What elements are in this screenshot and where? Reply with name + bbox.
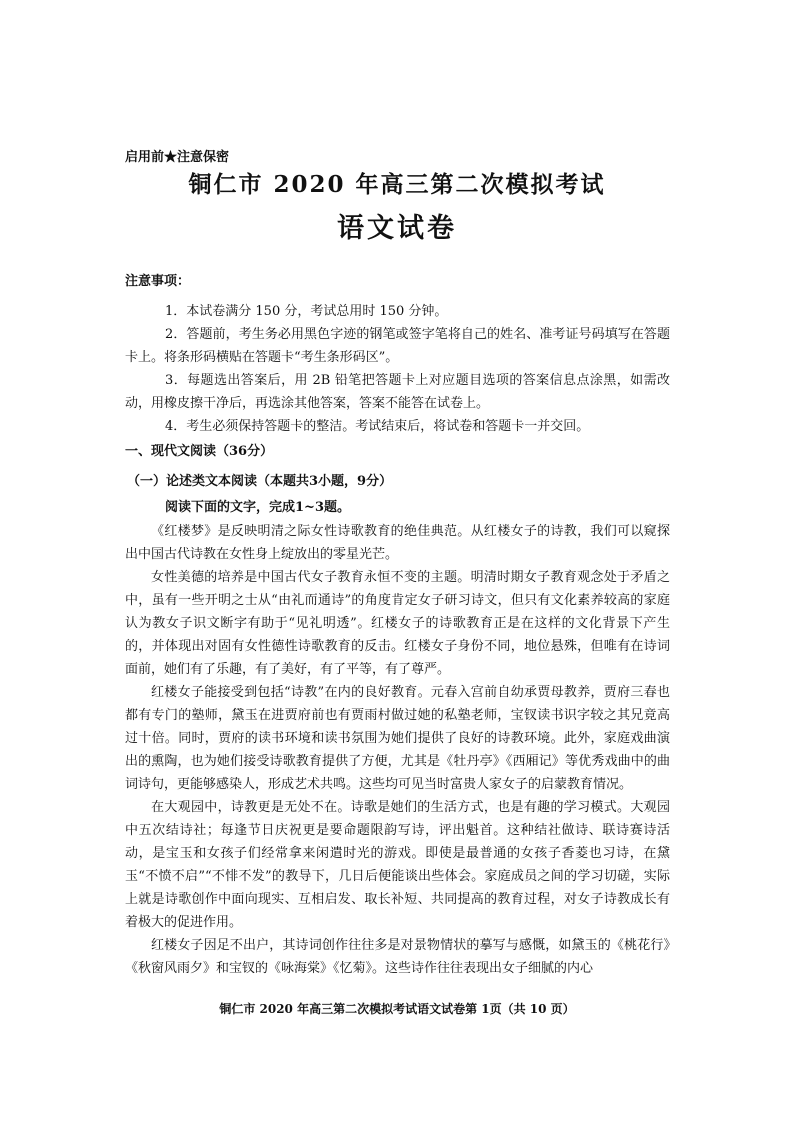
- note-item: 3．每题选出答案后，用 2B 铅笔把答题卡上对应题目选项的答案信息点涂黑，如需改动，用橡皮擦干净后，再选涂其他答案，答案不能答在试卷上。: [125, 373, 670, 411]
- subsection-heading: （一）论述类文本阅读（本题共3小题，9分）: [127, 474, 393, 489]
- passage-paragraph: 《红楼梦》是反映明清之际女性诗歌教育的绝佳典范。从红楼女子的诗教，我们可以窥探出中国古代诗教在女性身上绽放出的零星光芒。: [125, 524, 670, 562]
- notes-heading: 注意事项：: [125, 274, 191, 289]
- confidential-label: 启用前★注意保密: [125, 150, 230, 165]
- exam-title: 铜仁市 2020 年高三第二次模拟考试: [188, 171, 606, 198]
- passage-paragraph: 女性美德的培养是中国古代女子教育永恒不变的主题。明清时期女子教育观念处于矛盾之中，虽有一些开明之士从“由礼而通诗”的角度肯定女子研习诗文，但只有文化素养较高的家庭认为教女子识文断字有助于“见礼明透”。红楼女子的诗歌教育正是在这样的文化背景下产生的，并体现出对固有女性德性诗歌教育的反击。红楼女子身份不同，地位悬殊，但唯有在诗词面前，她们有了乐趣，有了美好，有了平等，有了尊严。: [125, 570, 670, 677]
- notes-list: [125, 300, 670, 438]
- reading-instruction: 阅读下面的文字，完成1~3题。: [165, 500, 350, 515]
- note-item: 2．答题前，考生务必用黑色字迹的钢笔或签字笔将自己的姓名、准考证号码填写在答题卡上。将条形码横贴在答题卡“考生条形码区”。: [125, 327, 670, 365]
- passage-paragraph: 红楼女子能接受到包括“诗教”在内的良好教育。元春入宫前自幼承贾母教养，贾府三春也都有专门的塾师，黛玉在进贾府前也有贾雨村做过她的私塾老师，宝钗读书识字较之其兄竟高过十倍。同时，贾府的读书环境和读书氛围为她们提供了良好的诗教环境。此外，家庭戏曲演出的熏陶，也为她们接受诗歌教育提供了方便，尤其是《牡丹亭》《西厢记》等优秀戏曲中的曲词诗句，更能够感染人，形成艺术共鸣。这些均可见当时富贵人家女子的启蒙教育情况。: [125, 685, 670, 792]
- page-footer: 铜仁市 2020 年高三第二次模拟考试语文试卷第 1页（共 10 页）: [219, 1002, 575, 1016]
- subject-title: 语文试卷: [337, 213, 457, 244]
- reading-passage: [125, 520, 670, 980]
- note-item: 4．考生必须保持答题卡的整洁。考试结束后，将试卷和答题卡一并交回。: [165, 419, 590, 434]
- passage-paragraph: 红楼女子因足不出户，其诗词创作往往多是对景物情状的摹写与感慨，如黛玉的《桃花行》《秋窗风雨夕》和宝钗的《咏海棠》《忆菊》。这些诗作往往表现出女子细腻的内心: [125, 938, 670, 976]
- note-item: 1．本试卷满分 150 分，考试总用时 150 分钟。: [165, 304, 448, 319]
- passage-paragraph: 在大观园中，诗教更是无处不在。诗歌是她们的生活方式，也是有趣的学习模式。大观园中五次结诗社；每逢节日庆祝更是要命题限韵写诗，评出魁首。这种结社做诗、联诗赛诗活动，是宝玉和女孩子们经常拿来闲遣时光的游戏。即使是最普通的女孩子香菱也习诗，在黛玉“不愤不启”“不悱不发”的教导下，几日后便能谈出些体会。家庭成员之间的学习切磋，实际上就是诗歌创作中面向现实、互相启发、取长补短、共同提高的教育过程，对女子诗教成长有着极大的促进作用。: [125, 800, 670, 930]
- section-heading: 一、现代文阅读（36分）: [125, 444, 274, 459]
